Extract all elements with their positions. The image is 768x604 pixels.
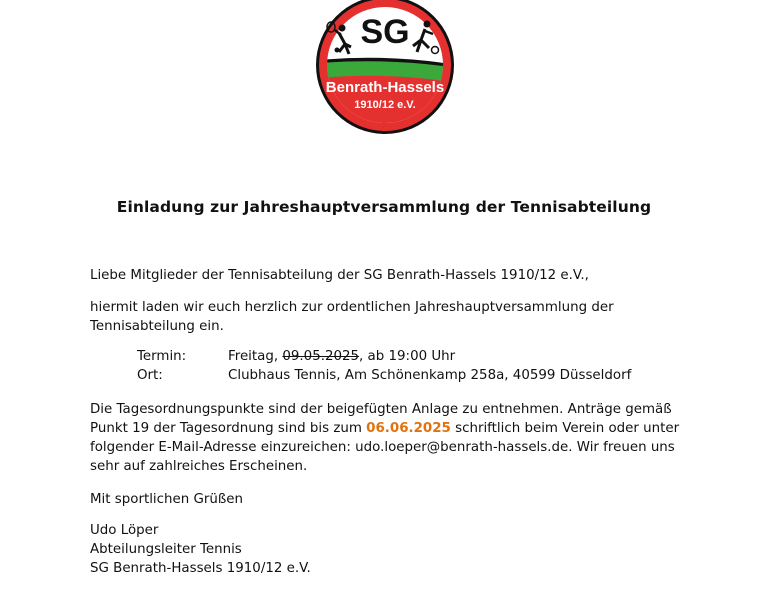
termin-old-date: 09.05.2025 [282, 349, 360, 364]
logo-club-name: Benrath-Hassels [325, 79, 445, 96]
agenda-text-part1: Die Tagesordnungspunkte sind der beigefügten Anlage zu entnehmen. Anträge gemäß Punkt 19 der Tagesordnung sind bis zum [90, 402, 672, 436]
intro-paragraph: hiermit laden wir euch herzlich zur ordentlichen Jahreshauptversammlung der Tennisabteilung ein. [90, 300, 614, 334]
greeting-paragraph: Liebe Mitglieder der Tennisabteilung der SG Benrath-Hassels 1910/12 e.V., [90, 268, 589, 283]
termin-row [137, 347, 631, 366]
termin-value [228, 347, 455, 366]
termin-suffix: , ab 19:00 Uhr [359, 349, 456, 364]
agenda-text-part2: schriftlich beim Verein oder unter folgender E-Mail-Adresse einzureichen: udo.loeper@benrath-hassels.de. Wir freuen uns sehr auf zahlreiches Erscheinen. [90, 421, 680, 474]
logo-club-year: 1910/12 e.V. [354, 99, 416, 111]
ort-value: Clubhaus Tennis, Am Schönenkamp 258a, 40599 Düsseldorf [228, 368, 632, 383]
deadline-date: 06.06.2025 [366, 421, 451, 436]
ort-label: Ort: [137, 368, 163, 383]
signature-name: Udo Löper [90, 523, 159, 538]
termin-prefix: Freitag, [228, 349, 283, 364]
signature-block [90, 521, 690, 578]
agenda-paragraph [90, 400, 680, 476]
document-title: Einladung zur Jahreshauptversammlung der Tennisabteilung [116, 198, 652, 216]
event-details [137, 347, 631, 385]
logo-sg-text: SG [360, 13, 410, 51]
club-logo [309, 0, 461, 134]
ort-row [137, 366, 631, 385]
signature-club: SG Benrath-Hassels 1910/12 e.V. [90, 561, 311, 576]
signature-role: Abteilungsleiter Tennis [90, 542, 242, 557]
closing-line: Mit sportlichen Grüßen [90, 492, 244, 507]
termin-label: Termin: [137, 349, 187, 364]
